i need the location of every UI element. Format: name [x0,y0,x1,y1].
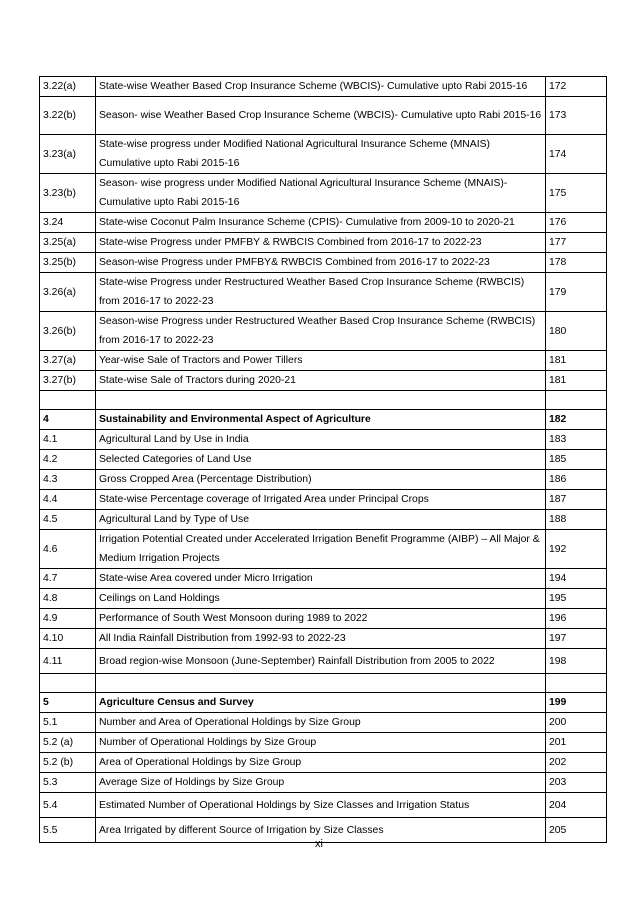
table-title [96,391,546,410]
table-number: 4.7 [40,569,96,589]
table-row [40,773,607,793]
section-heading-row [40,410,607,430]
table-number: 5.4 [40,793,96,818]
table-title: Season- wise Weather Based Crop Insurance Scheme (WBCIS)- Cumulative upto Rabi 2015-16 [96,97,546,135]
page-ref: 188 [546,510,607,530]
table-number: 4.9 [40,609,96,629]
table-row [40,490,607,510]
table-number: 5.5 [40,818,96,843]
table-title: Year-wise Sale of Tractors and Power Tillers [96,351,546,371]
table-number: 3.25(b) [40,253,96,273]
table-title: Agricultural Land by Use in India [96,430,546,450]
table-title: State-wise Area covered under Micro Irrigation [96,569,546,589]
page-ref: 182 [546,410,607,430]
page-ref: 198 [546,649,607,674]
table-row [40,371,607,391]
table-title: Ceilings on Land Holdings [96,589,546,609]
table-title: Agricultural Land by Type of Use [96,510,546,530]
table-row [40,589,607,609]
table-number: 3.23(b) [40,174,96,213]
table-row [40,470,607,490]
table-row [40,174,607,213]
table-number: 3.27(a) [40,351,96,371]
table-number: 4.3 [40,470,96,490]
table-title: State-wise Sale of Tractors during 2020-21 [96,371,546,391]
table-row [40,649,607,674]
page-ref: 204 [546,793,607,818]
table-number: 3.23(a) [40,135,96,174]
table-title: State-wise Progress under PMFBY & RWBCIS Combined from 2016-17 to 2022-23 [96,233,546,253]
table-number: 3.25(a) [40,233,96,253]
table-title: State-wise Progress under Restructured Weather Based Crop Insurance Scheme (RWBCIS) from 2016-17 to 2022-23 [96,273,546,312]
table-number: 5.2 (a) [40,733,96,753]
table-title: State-wise Weather Based Crop Insurance Scheme (WBCIS)- Cumulative upto Rabi 2015-16 [96,77,546,97]
blank-row [40,674,607,693]
table-row [40,569,607,589]
table-row [40,530,607,569]
table-number: 4.4 [40,490,96,510]
table-row [40,77,607,97]
page-ref: 181 [546,371,607,391]
table-row [40,97,607,135]
page-ref: 196 [546,609,607,629]
table-number [40,391,96,410]
page-ref: 178 [546,253,607,273]
table-row [40,351,607,371]
table-row [40,510,607,530]
page-ref: 176 [546,213,607,233]
table-title: Sustainability and Environmental Aspect of Agriculture [96,410,546,430]
table-title: State-wise Coconut Palm Insurance Scheme (CPIS)- Cumulative from 2009-10 to 2020-21 [96,213,546,233]
table-row [40,430,607,450]
table-row [40,450,607,470]
table-row [40,793,607,818]
page-ref: 179 [546,273,607,312]
table-row [40,253,607,273]
page-ref: 192 [546,530,607,569]
table-row [40,733,607,753]
page-ref: 172 [546,77,607,97]
table-number: 5.3 [40,773,96,793]
table-title: Area of Operational Holdings by Size Group [96,753,546,773]
page-ref: 173 [546,97,607,135]
page-number: xi [315,838,323,850]
table-number: 5.2 (b) [40,753,96,773]
table-row [40,609,607,629]
table-title: State-wise progress under Modified National Agricultural Insurance Scheme (MNAIS) Cumulative upto Rabi 2015-16 [96,135,546,174]
table-title: Number of Operational Holdings by Size Group [96,733,546,753]
table-number: 3.22(a) [40,77,96,97]
table-title: Broad region-wise Monsoon (June-September) Rainfall Distribution from 2005 to 2022 [96,649,546,674]
table-title: Estimated Number of Operational Holdings by Size Classes and Irrigation Status [96,793,546,818]
table-title: State-wise Percentage coverage of Irrigated Area under Principal Crops [96,490,546,510]
table-number: 4.2 [40,450,96,470]
page-ref: 183 [546,430,607,450]
table-title: Season- wise progress under Modified National Agricultural Insurance Scheme (MNAIS)- Cumulative upto Rabi 2015-16 [96,174,546,213]
table-number: 5.1 [40,713,96,733]
table-number: 3.26(a) [40,273,96,312]
table-number: 3.24 [40,213,96,233]
table-title: Number and Area of Operational Holdings by Size Group [96,713,546,733]
table-row [40,753,607,773]
table-number: 4.8 [40,589,96,609]
page-ref: 177 [546,233,607,253]
table-number: 3.22(b) [40,97,96,135]
page-ref: 180 [546,312,607,351]
table-number: 4.6 [40,530,96,569]
table-number: 3.26(b) [40,312,96,351]
table-row [40,233,607,253]
table-number [40,674,96,693]
table-number: 4.5 [40,510,96,530]
page-ref [546,674,607,693]
page-ref: 174 [546,135,607,174]
table-number: 5 [40,693,96,713]
table-title: Selected Categories of Land Use [96,450,546,470]
page-ref [546,391,607,410]
table-title [96,674,546,693]
section-heading-row [40,693,607,713]
table-title: Performance of South West Monsoon during 1989 to 2022 [96,609,546,629]
table-number: 4.10 [40,629,96,649]
page-ref: 185 [546,450,607,470]
table-row [40,312,607,351]
table-row [40,629,607,649]
table-title: Season-wise Progress under Restructured Weather Based Crop Insurance Scheme (RWBCIS) from 2016-17 to 2022-23 [96,312,546,351]
table-number: 4.1 [40,430,96,450]
table-of-contents [39,76,607,843]
page-ref: 187 [546,490,607,510]
blank-row [40,391,607,410]
table-row [40,213,607,233]
page-ref: 195 [546,589,607,609]
table-title: Irrigation Potential Created under Accelerated Irrigation Benefit Programme (AIBP) – All Major & Medium Irrigation Projects [96,530,546,569]
page-ref: 202 [546,753,607,773]
page-ref: 197 [546,629,607,649]
table-row [40,713,607,733]
table-row [40,135,607,174]
table-number: 4.11 [40,649,96,674]
table-title: Average Size of Holdings by Size Group [96,773,546,793]
page-ref: 186 [546,470,607,490]
page-ref: 203 [546,773,607,793]
table-row [40,273,607,312]
page-ref: 181 [546,351,607,371]
toc-body [40,77,607,843]
table-title: All India Rainfall Distribution from 1992-93 to 2022-23 [96,629,546,649]
page-ref: 201 [546,733,607,753]
page-ref: 194 [546,569,607,589]
table-title: Area Irrigated by different Source of Irrigation by Size Classes [96,818,546,843]
table-title: Gross Cropped Area (Percentage Distribution) [96,470,546,490]
page-ref: 205 [546,818,607,843]
page-ref: 200 [546,713,607,733]
table-number: 3.27(b) [40,371,96,391]
page-ref: 175 [546,174,607,213]
table-title: Season-wise Progress under PMFBY& RWBCIS Combined from 2016-17 to 2022-23 [96,253,546,273]
table-number: 4 [40,410,96,430]
table-title: Agriculture Census and Survey [96,693,546,713]
page-ref: 199 [546,693,607,713]
